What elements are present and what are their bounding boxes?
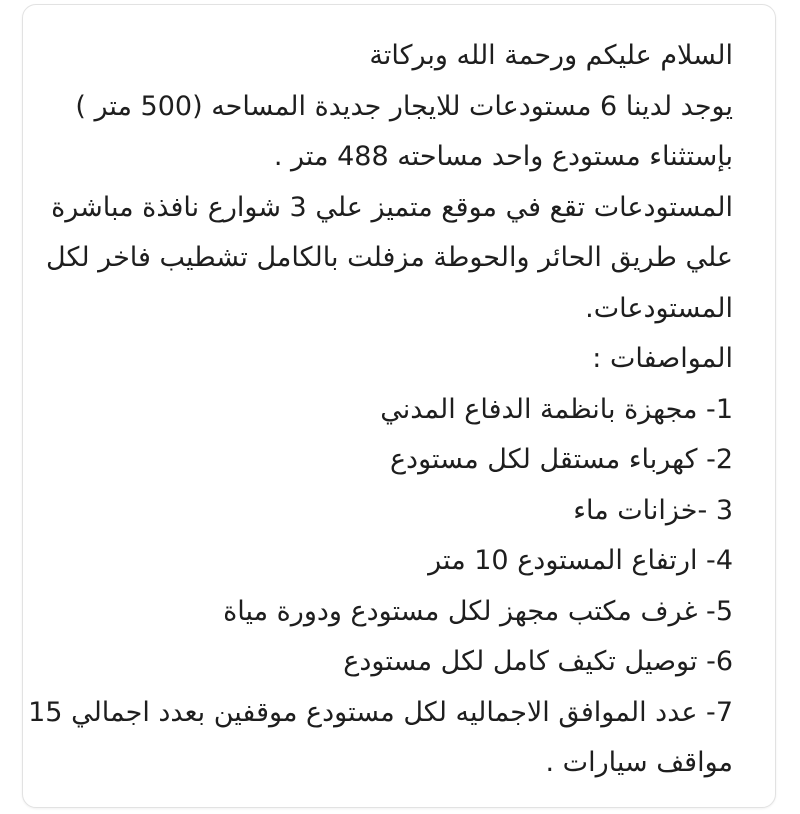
location-text: المستودعات تقع في موقع متميز علي 3 شوارع نافذة مباشرة علي طريق الحائر والحوطة مزفلت بالكامل تشطيب فاخر لكل المستودعات. — [46, 191, 733, 324]
greeting-text: السلام عليكم ورحمة الله وبركاتة — [369, 40, 733, 71]
post-body — [21, 31, 733, 789]
spec-item: 6- توصيل تكيف كامل لكل مستودع — [343, 646, 733, 677]
spec-item: 7- عدد الموافق الاجماليه لكل مستودع موقفين بعدد اجمالي 15 مواقف سيارات . — [28, 696, 733, 778]
spec-item: 5- غرف مكتب مجهز لكل مستودع ودورة مياة — [223, 595, 733, 627]
intro-text: يوجد لدينا 6 مستودعات للايجار جديدة المساحه (500 متر ) بإستثناء مستودع واحد مساحته 488 متر . — [75, 90, 733, 172]
post-card — [22, 4, 776, 808]
spec-item: 2- كهرباء مستقل لكل مستودع — [389, 444, 733, 475]
spec-item: 3 -خزانات ماء — [573, 494, 733, 526]
spec-item: 1- مجهزة بانظمة الدفاع المدني — [380, 393, 733, 425]
spec-item: 4- ارتفاع المستودع 10 متر — [428, 545, 733, 576]
specs-heading: المواصفات : — [592, 343, 733, 374]
